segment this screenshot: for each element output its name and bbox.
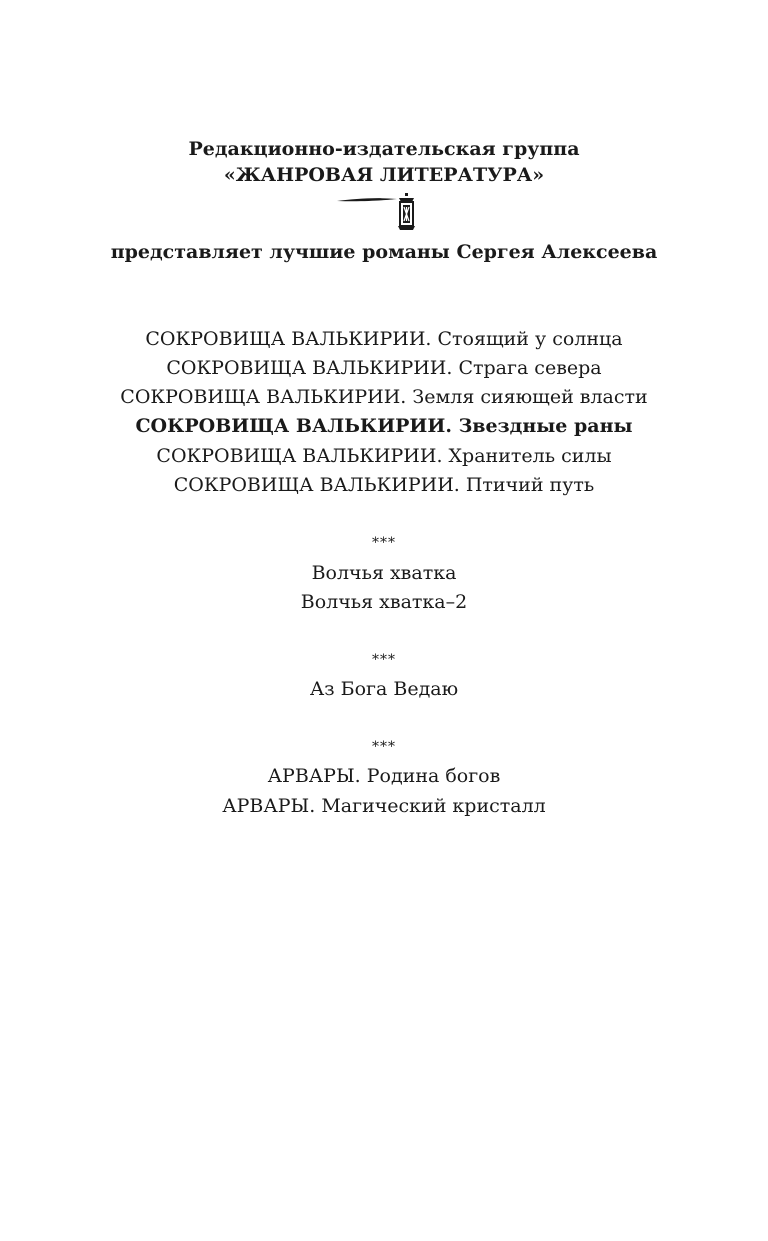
book-title-arvary-1: АРВАРЫ. Родина богов [267, 765, 501, 787]
section-separator-1: *** [372, 535, 396, 551]
intro-text: представляет лучшие романы Сергея Алексеева [110, 241, 658, 263]
book-title-arvary-2: АРВАРЫ. Магический кристалл [222, 795, 546, 817]
publisher-name-line1: Редакционно-издательская группа [188, 138, 580, 160]
section-separator-3: *** [372, 739, 396, 755]
book-title-wolf-2: Волчья хватка–2 [300, 591, 468, 613]
publisher-name-line2: «ЖАНРОВАЯ ЛИТЕРАТУРА» [223, 164, 545, 186]
lantern-logo-icon [335, 192, 431, 234]
book-title-valkyrie-1: СОКРОВИЩА ВАЛЬКИРИИ. Стоящий у солнца [145, 328, 623, 350]
book-title-valkyrie-2: СОКРОВИЩА ВАЛЬКИРИИ. Страга севера [166, 357, 602, 379]
book-title-az-boga: Аз Бога Ведаю [309, 678, 459, 700]
book-title-valkyrie-5: СОКРОВИЩА ВАЛЬКИРИИ. Хранитель силы [156, 445, 612, 467]
section-separator-2: *** [372, 652, 396, 668]
book-title-valkyrie-6: СОКРОВИЩА ВАЛЬКИРИИ. Птичий путь [173, 474, 595, 496]
book-title-valkyrie-4-highlighted: СОКРОВИЩА ВАЛЬКИРИИ. Звездные раны [135, 415, 633, 437]
book-title-wolf-1: Волчья хватка [311, 562, 457, 584]
book-title-valkyrie-3: СОКРОВИЩА ВАЛЬКИРИИ. Земля сияющей власти [120, 386, 648, 408]
